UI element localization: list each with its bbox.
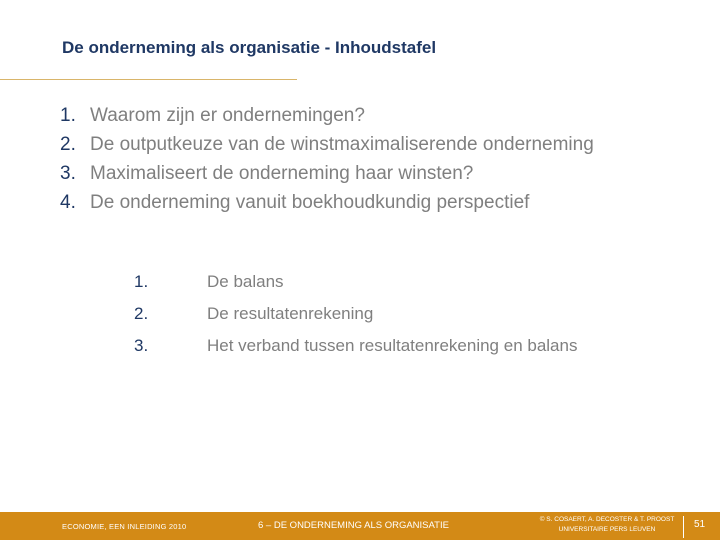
list-item-text: Maximaliseert de onderneming haar winsten? (90, 163, 474, 184)
main-list (60, 101, 680, 217)
list-item-text: De outputkeuze van de winstmaximaliserende onderneming (90, 134, 594, 155)
sub-list-item-number: 3. (134, 336, 149, 355)
footer-chapter-title: 6 – DE ONDERNEMING ALS ORGANISATIE (258, 520, 449, 531)
list-item-number: 1. (60, 105, 76, 126)
sub-list-item-text: Het verband tussen resultatenrekening en balans (207, 336, 578, 355)
footer-bar (0, 512, 720, 540)
sub-list (134, 266, 674, 362)
sub-list-item (134, 266, 674, 298)
list-item-number: 3. (60, 163, 76, 184)
title-underline (0, 79, 297, 80)
footer-book-title: ECONOMIE, EEN INLEIDING 2010 (62, 522, 187, 531)
sub-list-item-text: De balans (207, 272, 284, 291)
list-item (60, 159, 680, 188)
list-item-number: 2. (60, 134, 76, 155)
list-item (60, 130, 680, 159)
list-item-text: De onderneming vanuit boekhoudkundig perspectief (90, 192, 530, 213)
sub-list-item-number: 2. (134, 304, 149, 323)
sub-list-item-number: 1. (134, 272, 149, 291)
list-item (60, 188, 680, 217)
list-item-text: Waarom zijn er ondernemingen? (90, 105, 365, 126)
slide-title: De onderneming als organisatie - Inhoudstafel (62, 38, 437, 57)
footer-copyright-authors: © S. COSAERT, A. DECOSTER & T. PROOST (539, 516, 675, 523)
footer-copyright (527, 515, 687, 535)
sub-list-item (134, 330, 674, 362)
page-number: 51 (694, 519, 706, 530)
list-item (60, 101, 680, 130)
footer-divider (683, 516, 684, 538)
list-item-number: 4. (60, 192, 76, 213)
sub-list-item (134, 298, 674, 330)
footer-copyright-publisher: UNIVERSITAIRE PERS LEUVEN (558, 526, 656, 533)
sub-list-item-text: De resultatenrekening (207, 304, 374, 323)
